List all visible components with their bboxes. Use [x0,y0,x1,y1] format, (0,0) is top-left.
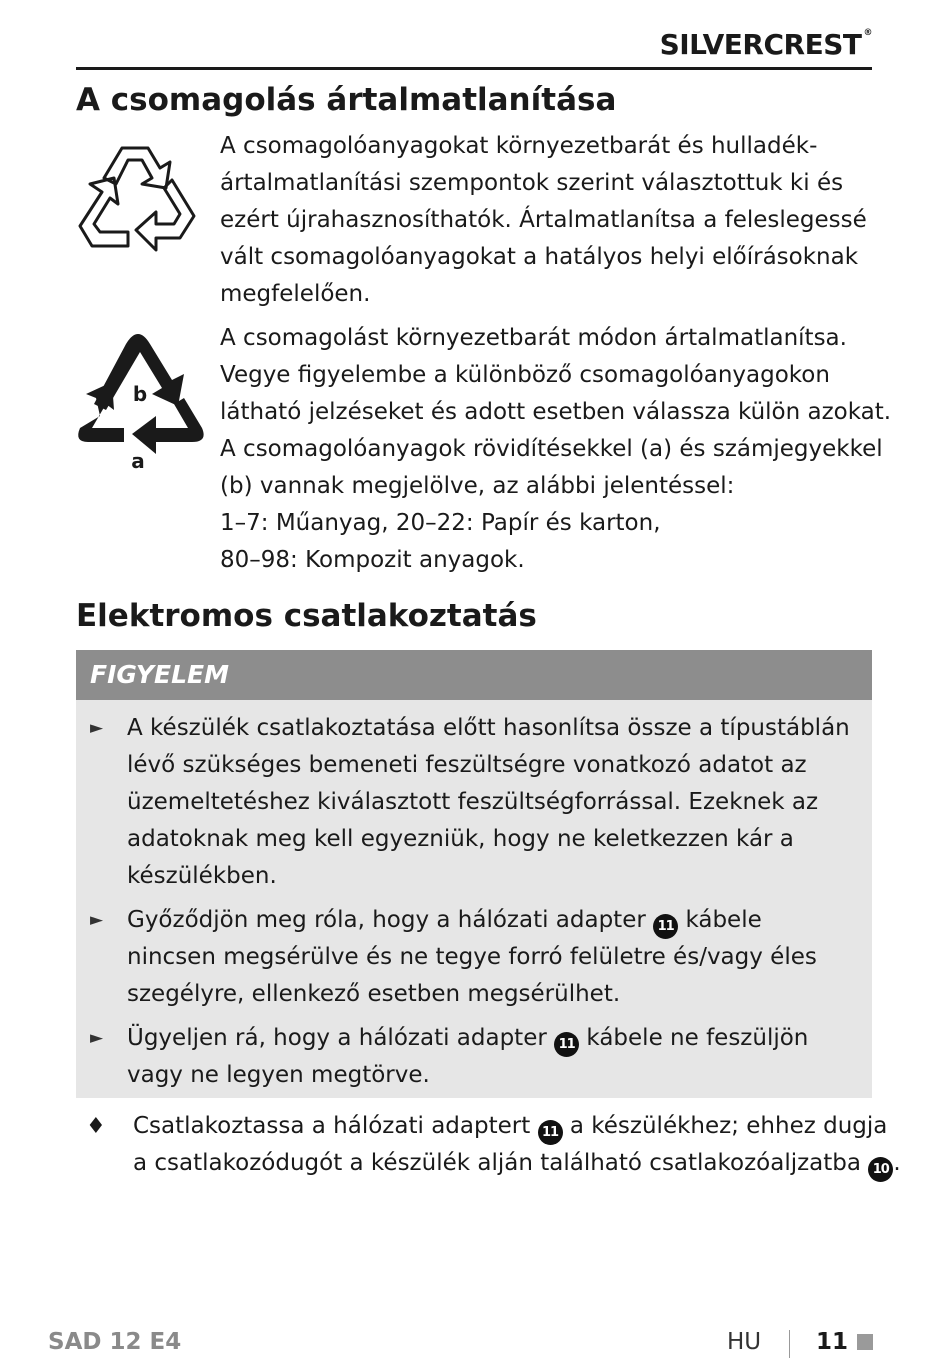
bullet-arrow-icon: ► [90,718,104,738]
section-title-electric: Elektromos csatlakoztatás [76,598,537,634]
text-line: 80–98: Kompozit anyagok. [220,547,525,573]
bullet-arrow-icon: ► [90,910,104,930]
disposal-paragraph-1 [220,128,870,313]
notice-label: FIGYELEM [90,660,229,689]
text-line: látható jelzéseket és adott esetben válassza külön azokat. [220,399,892,425]
part-reference-badge: 10 [868,1157,893,1182]
text-line [133,1145,901,1182]
text-segment: a csatlakozódugót a készülék alján található csatlakozóaljzatba [133,1150,861,1176]
text-segment: . [893,1150,901,1176]
text-line: ezért újrahasznosíthatók. Ártalmatlanítsa a feleslegessé [220,207,867,233]
text-line: Vegye figyelembe a különböző csomagolóanyagokon [220,362,830,388]
text-line: adatoknak meg kell egyezniük, hogy ne keletkezzen kár a [127,826,794,852]
text-segment: kábele [685,907,762,933]
part-reference-badge: 11 [538,1120,563,1145]
text-segment: Csatlakoztassa a hálózati adaptert [133,1113,531,1139]
text-line: nincsen megsérülve és ne tegye forró felületre és/vagy éles [127,944,817,970]
text-line: ártalmatlanítási szempontok szerint választottuk ki és [220,170,844,196]
text-line: készülékben. [127,863,277,889]
registered-mark: ® [863,28,872,38]
notice-header [76,650,872,700]
triangle-label-a: a [131,449,145,473]
text-line: megfelelően. [220,281,371,307]
footer-square-mark [857,1334,873,1350]
text-line: A csomagolóanyagokat környezetbarát és hulladék- [220,133,818,159]
text-segment: kábele ne feszüljön [586,1025,809,1051]
notice-body [76,700,872,1098]
text-line [127,1020,867,1057]
text-line: lévő szükséges bemeneti feszültségre vonatkozó adatot az [127,752,807,778]
text-line: A csomagolóanyagok rövidítésekkel (a) és számjegyekkel [220,436,883,462]
recycling-code-triangle-icon [74,324,206,474]
part-reference-badge: 11 [554,1032,579,1057]
section-title-disposal: A csomagolás ártalmatlanítása [76,82,617,118]
disposal-paragraph-2 [220,320,892,579]
text-line [127,902,867,939]
text-line: vagy ne legyen megtörve. [127,1062,430,1088]
diamond-bullet-icon: ♦ [86,1114,106,1139]
text-line: A készülék csatlakoztatása előtt hasonlítsa össze a típustáblán [127,715,850,741]
header-rule [76,67,872,70]
footer-separator [789,1330,790,1358]
recycle-arrows-icon [76,134,202,252]
text-line: 1–7: Műanyag, 20–22: Papír és karton, [220,510,661,536]
footer-model-number: SAD 12 E4 [48,1329,182,1355]
bullet-arrow-icon: ► [90,1028,104,1048]
text-line: szegélyre, ellenkező esetben megsérülhet. [127,981,621,1007]
text-line: vált csomagolóanyagokat a hatályos helyi előírásoknak [220,244,859,270]
text-line: üzemeltetéshez kiválasztott feszültségforrással. Ezeknek az [127,789,819,815]
brand-logo [660,28,872,61]
footer-language: HU [727,1329,762,1355]
text-line: A csomagolást környezetbarát módon ártalmatlanítsa. [220,325,847,351]
page-number: 11 [816,1329,849,1355]
text-segment: a készülékhez; ehhez dugja [569,1113,888,1139]
text-segment: Ügyeljen rá, hogy a hálózati adapter [127,1025,547,1051]
text-line: (b) vannak megjelölve, az alábbi jelentéssel: [220,473,735,499]
text-segment: Győződjön meg róla, hogy a hálózati adapter [127,907,646,933]
brand-name: SILVERCREST [659,28,862,61]
text-line [133,1108,888,1145]
part-reference-badge: 11 [653,914,678,939]
triangle-label-b: b [132,382,148,406]
